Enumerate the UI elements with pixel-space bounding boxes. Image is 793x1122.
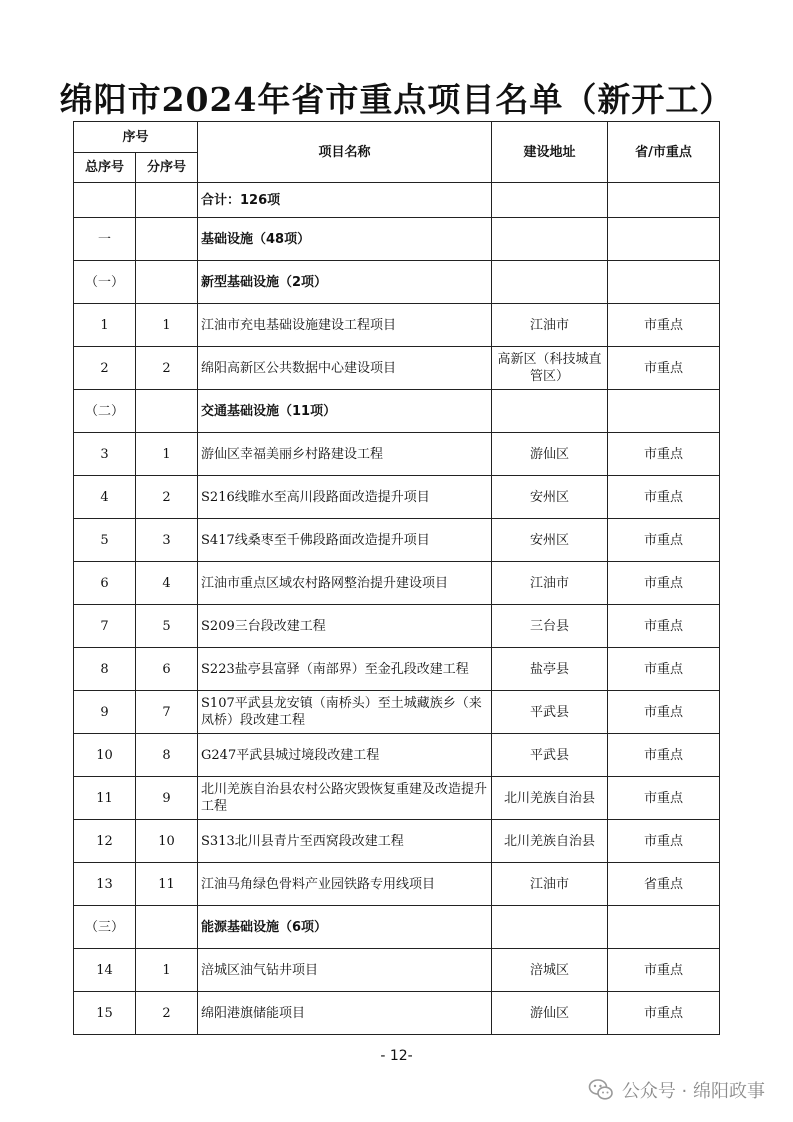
cell-sub-serial: 2 (136, 347, 198, 390)
wechat-icon (588, 1077, 614, 1103)
cell-sub-serial: 10 (136, 820, 198, 863)
table-row (74, 476, 720, 519)
cell-location: 三台县 (492, 605, 608, 648)
cell-sub-serial (136, 390, 198, 433)
table-row (74, 562, 720, 605)
cell-level: 市重点 (608, 949, 720, 992)
cell-total-serial: 2 (74, 347, 136, 390)
table-row (74, 691, 720, 734)
table-row (74, 519, 720, 562)
table-row (74, 605, 720, 648)
cell-level (608, 218, 720, 261)
cell-project-name: 新型基础设施（2项） (198, 261, 492, 304)
cell-sub-serial (136, 906, 198, 949)
cell-location: 安州区 (492, 519, 608, 562)
cell-location: 盐亭县 (492, 648, 608, 691)
cell-project-name: S209三台段改建工程 (198, 605, 492, 648)
cell-location: 高新区（科技城直管区） (492, 347, 608, 390)
cell-project-name: S107平武县龙安镇（南桥头）至土城藏族乡（来凤桥）段改建工程 (198, 691, 492, 734)
cell-location (492, 390, 608, 433)
cell-location: 北川羌族自治县 (492, 777, 608, 820)
cell-project-name: S313北川县青片至西窝段改建工程 (198, 820, 492, 863)
cell-total-serial: 13 (74, 863, 136, 906)
cell-level (608, 261, 720, 304)
cell-level: 市重点 (608, 605, 720, 648)
cell-level: 市重点 (608, 347, 720, 390)
cell-total-serial: 6 (74, 562, 136, 605)
table-row (74, 261, 720, 304)
cell-total-serial: 一 (74, 218, 136, 261)
table-row (74, 734, 720, 777)
cell-project-name: 能源基础设施（6项） (198, 906, 492, 949)
cell-sub-serial: 3 (136, 519, 198, 562)
header-sub-serial: 分序号 (136, 153, 198, 183)
cell-sub-serial: 1 (136, 433, 198, 476)
watermark-text: 公众号 · 绵阳政事 (621, 1081, 765, 1102)
cell-total-serial: 5 (74, 519, 136, 562)
project-table (73, 121, 720, 1035)
cell-level: 市重点 (608, 734, 720, 777)
cell-project-name: 绵阳港旗储能项目 (198, 992, 492, 1035)
cell-project-name: 北川羌族自治县农村公路灾毁恢复重建及改造提升工程 (198, 777, 492, 820)
cell-project-name: S223盐亭县富驿（南部界）至金孔段改建工程 (198, 648, 492, 691)
page-title: 绵阳市2024年省市重点项目名单（新开工） (59, 80, 734, 119)
cell-sub-serial: 5 (136, 605, 198, 648)
cell-sub-serial: 7 (136, 691, 198, 734)
table-row (74, 906, 720, 949)
cell-level: 市重点 (608, 304, 720, 347)
table-row (74, 183, 720, 218)
cell-sub-serial: 9 (136, 777, 198, 820)
table-row (74, 949, 720, 992)
table-row (74, 218, 720, 261)
cell-total-serial: 12 (74, 820, 136, 863)
table-row (74, 648, 720, 691)
cell-project-name: S417线桑枣至千佛段路面改造提升项目 (198, 519, 492, 562)
cell-level (608, 390, 720, 433)
cell-project-name: 合计：126项 (198, 183, 492, 218)
table-row (74, 390, 720, 433)
cell-total-serial: 8 (74, 648, 136, 691)
cell-level: 市重点 (608, 777, 720, 820)
table-row (74, 777, 720, 820)
cell-location: 游仙区 (492, 433, 608, 476)
table-row (74, 863, 720, 906)
cell-total-serial: 11 (74, 777, 136, 820)
cell-location (492, 218, 608, 261)
table-row (74, 992, 720, 1035)
cell-project-name: 江油市重点区域农村路网整治提升建设项目 (198, 562, 492, 605)
header-project-name: 项目名称 (198, 122, 492, 183)
cell-location (492, 906, 608, 949)
cell-total-serial: 7 (74, 605, 136, 648)
cell-project-name: 基础设施（48项） (198, 218, 492, 261)
cell-sub-serial: 6 (136, 648, 198, 691)
cell-total-serial: （三） (74, 906, 136, 949)
cell-total-serial: （一） (74, 261, 136, 304)
cell-level: 市重点 (608, 820, 720, 863)
page-number: - 12- (380, 1048, 413, 1064)
cell-sub-serial (136, 218, 198, 261)
cell-location: 涪城区 (492, 949, 608, 992)
cell-sub-serial: 2 (136, 992, 198, 1035)
cell-location: 北川羌族自治县 (492, 820, 608, 863)
cell-project-name: G247平武县城过境段改建工程 (198, 734, 492, 777)
table-row (74, 347, 720, 390)
cell-level: 市重点 (608, 433, 720, 476)
cell-level: 市重点 (608, 992, 720, 1035)
cell-total-serial: 10 (74, 734, 136, 777)
cell-total-serial: 4 (74, 476, 136, 519)
table-row (74, 433, 720, 476)
cell-location (492, 183, 608, 218)
table-body (74, 183, 720, 1035)
cell-location: 平武县 (492, 734, 608, 777)
cell-level: 市重点 (608, 648, 720, 691)
cell-sub-serial: 1 (136, 304, 198, 347)
table-row (74, 820, 720, 863)
cell-project-name: 绵阳高新区公共数据中心建设项目 (198, 347, 492, 390)
cell-level (608, 906, 720, 949)
cell-location: 江油市 (492, 562, 608, 605)
cell-total-serial: 3 (74, 433, 136, 476)
cell-project-name: 江油市充电基础设施建设工程项目 (198, 304, 492, 347)
cell-total-serial: 9 (74, 691, 136, 734)
cell-level: 市重点 (608, 691, 720, 734)
cell-sub-serial: 4 (136, 562, 198, 605)
cell-sub-serial: 11 (136, 863, 198, 906)
header-serial: 序号 (74, 122, 198, 153)
cell-total-serial (74, 183, 136, 218)
cell-sub-serial (136, 261, 198, 304)
cell-location: 平武县 (492, 691, 608, 734)
cell-project-name: S216线睢水至高川段路面改造提升项目 (198, 476, 492, 519)
cell-location: 江油市 (492, 304, 608, 347)
header-total-serial: 总序号 (74, 153, 136, 183)
cell-sub-serial (136, 183, 198, 218)
cell-sub-serial: 2 (136, 476, 198, 519)
cell-sub-serial: 1 (136, 949, 198, 992)
cell-level: 省重点 (608, 863, 720, 906)
cell-sub-serial: 8 (136, 734, 198, 777)
cell-location: 游仙区 (492, 992, 608, 1035)
header-location: 建设地址 (492, 122, 608, 183)
cell-location (492, 261, 608, 304)
cell-project-name: 交通基础设施（11项） (198, 390, 492, 433)
cell-level: 市重点 (608, 519, 720, 562)
cell-total-serial: 14 (74, 949, 136, 992)
cell-project-name: 涪城区油气钻井项目 (198, 949, 492, 992)
cell-location: 江油市 (492, 863, 608, 906)
cell-total-serial: （二） (74, 390, 136, 433)
cell-total-serial: 15 (74, 992, 136, 1035)
table-row (74, 304, 720, 347)
cell-level: 市重点 (608, 476, 720, 519)
cell-project-name: 江油马角绿色骨料产业园铁路专用线项目 (198, 863, 492, 906)
watermark (588, 1077, 765, 1103)
cell-location: 安州区 (492, 476, 608, 519)
cell-project-name: 游仙区幸福美丽乡村路建设工程 (198, 433, 492, 476)
cell-level: 市重点 (608, 562, 720, 605)
cell-total-serial: 1 (74, 304, 136, 347)
cell-level (608, 183, 720, 218)
header-level: 省/市重点 (608, 122, 720, 183)
